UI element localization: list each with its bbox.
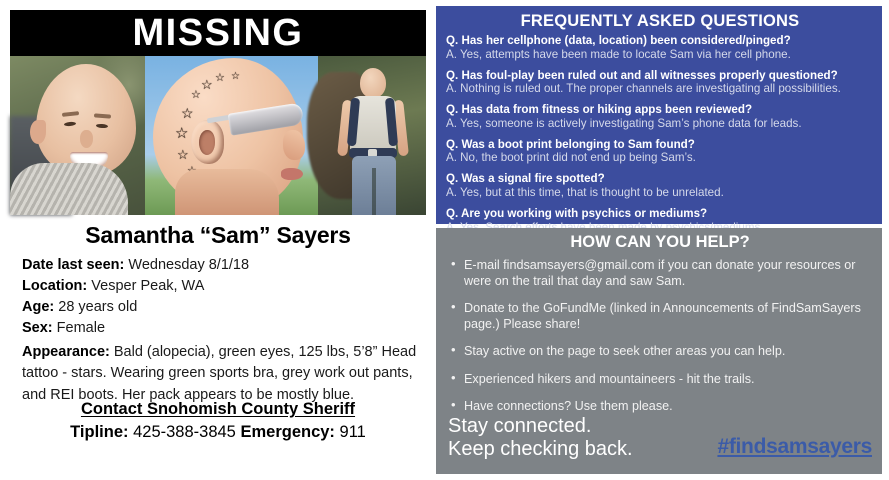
faq-answer: A. Nothing is ruled out. The proper channels are investigating all possibilities.: [446, 82, 841, 96]
photo3-head: [360, 68, 386, 98]
faq-title: FREQUENTLY ASKED QUESTIONS: [520, 12, 800, 30]
faq-question: Q. Was a boot print belonging to Sam found?: [446, 137, 695, 151]
detail-appearance-value: Bald (alopecia), green eyes, 125 lbs, 5’8” Head tattoo - stars. Wearing green sports bra, grey work out pants, and REI boots. Her pack appears to be mostly blue.: [22, 343, 417, 403]
faq-item: [446, 103, 874, 131]
help-item-text: E-mail findsamsayers@gmail.com if you can donate your resources or were on the trail that day and saw Sam.: [464, 258, 856, 289]
photo2-star-tattoo-2: ☆: [191, 89, 201, 101]
closing-message: [448, 415, 633, 460]
help-section: [436, 228, 882, 474]
closing-line-1: Stay connected.: [448, 415, 592, 438]
photo2-ear-inner: [199, 130, 215, 155]
faq-section: [436, 6, 882, 224]
faq-question: Q. Are you working with psychics or mediums?: [446, 206, 708, 220]
tipline-label: Tipline:: [70, 423, 129, 441]
detail-date-last-seen: [22, 255, 422, 276]
photo2-star-tattoo-4: ☆: [181, 105, 194, 121]
photo-strip: [10, 56, 426, 215]
photo1-nose: [80, 130, 93, 148]
photo2-nose: [283, 130, 305, 160]
detail-appearance: [22, 342, 422, 406]
photo1-scarf: [10, 163, 128, 215]
help-list: [448, 257, 872, 414]
bullet-icon: •: [451, 256, 456, 271]
faq-answer: A. Yes, someone is actively investigating Sam’s phone data for leads.: [446, 116, 802, 130]
bullet-icon: •: [451, 369, 456, 385]
photo2-star-tattoo-1: ☆: [201, 77, 213, 92]
detail-age-label: Age:: [22, 299, 55, 316]
photo2-star-tattoo-6: ☆: [177, 147, 189, 162]
faq-answer: A. No, the boot print did not end up being Sam’s.: [446, 151, 696, 165]
photo2-lips: [281, 168, 303, 180]
help-item-text: Experienced hikers and mountaineers - hit the trails.: [464, 371, 755, 386]
missing-banner: [10, 10, 426, 56]
emergency-label: Emergency:: [240, 423, 335, 441]
photo2-star-tattoo-8: ☆: [231, 71, 240, 82]
photo2-star-tattoo-5: ☆: [175, 125, 189, 142]
detail-location: [22, 276, 422, 297]
photo-profile-star-tattoo: [145, 56, 318, 215]
detail-sex: [22, 318, 422, 339]
help-title: HOW CAN YOU HELP?: [570, 233, 750, 251]
right-panel: [436, 0, 889, 480]
faq-answer: A. Yes, but at this time, that is thought to be unrelated.: [446, 185, 724, 199]
left-panel: [0, 0, 436, 480]
bullet-icon: •: [451, 342, 456, 358]
hashtag-findsamsayers[interactable]: #findsamsayers: [717, 435, 872, 458]
help-list-item: [448, 371, 872, 387]
contact-heading: Contact Snohomish County Sheriff: [80, 400, 356, 418]
missing-banner-title: MISSING: [132, 12, 304, 54]
photo-full-body-hiking: [318, 56, 426, 215]
help-item-text: Have connections? Use them please.: [464, 398, 673, 413]
help-list-item: [448, 343, 872, 359]
help-item-text: Stay active on the page to seek other areas you can help.: [464, 344, 786, 359]
tipline-value[interactable]: 425-388-3845: [133, 423, 236, 441]
faq-answer: A. Yes, attempts have been made to locate Sam via her cell phone.: [446, 47, 791, 61]
faq-item: [446, 34, 874, 62]
detail-age-value: 28 years old: [58, 299, 138, 316]
detail-age: [22, 297, 422, 318]
person-details: [22, 255, 422, 406]
closing-block: [448, 415, 872, 460]
detail-date-label: Date last seen:: [22, 257, 125, 273]
photo1-ear: [30, 120, 46, 144]
help-list-item: [448, 398, 872, 414]
detail-location-label: Location:: [22, 278, 88, 295]
person-name: Samantha “Sam” Sayers: [85, 222, 351, 248]
detail-appearance-label: Appearance:: [22, 343, 110, 360]
help-item-text: Donate to the GoFundMe (linked in Announcements of FindSamSayers page.) Please share!: [464, 301, 861, 332]
photo2-neck: [175, 169, 279, 215]
faq-question: Q. Has foul-play been ruled out and all witnesses properly questioned?: [446, 68, 838, 82]
detail-location-value: Vesper Peak, WA: [91, 278, 205, 295]
faq-question: Q. Has her cellphone (data, location) been considered/pinged?: [446, 34, 791, 47]
faq-question: Q. Has data from fitness or hiking apps been reviewed?: [446, 103, 753, 117]
photo-smiling-portrait: [10, 56, 145, 215]
photo3-leg-gap: [372, 168, 376, 215]
contact-numbers: [0, 423, 436, 442]
faq-item: [446, 172, 874, 200]
bullet-icon: •: [451, 396, 456, 412]
bullet-icon: •: [451, 299, 456, 315]
detail-sex-value: Female: [56, 320, 106, 337]
contact-block: [0, 400, 436, 442]
faq-question: Q. Was a signal fire spotted?: [446, 172, 605, 186]
photo2-star-tattoo-3: ☆: [215, 72, 225, 84]
detail-date-value: Wednesday 8/1/18: [128, 257, 250, 273]
faq-item: [446, 138, 874, 166]
help-list-item: [448, 257, 872, 289]
emergency-value[interactable]: 911: [339, 423, 366, 441]
help-list-item: [448, 300, 872, 332]
detail-sex-label: Sex:: [22, 320, 53, 337]
closing-line-2: Keep checking back.: [448, 437, 633, 460]
faq-item: [446, 69, 874, 97]
